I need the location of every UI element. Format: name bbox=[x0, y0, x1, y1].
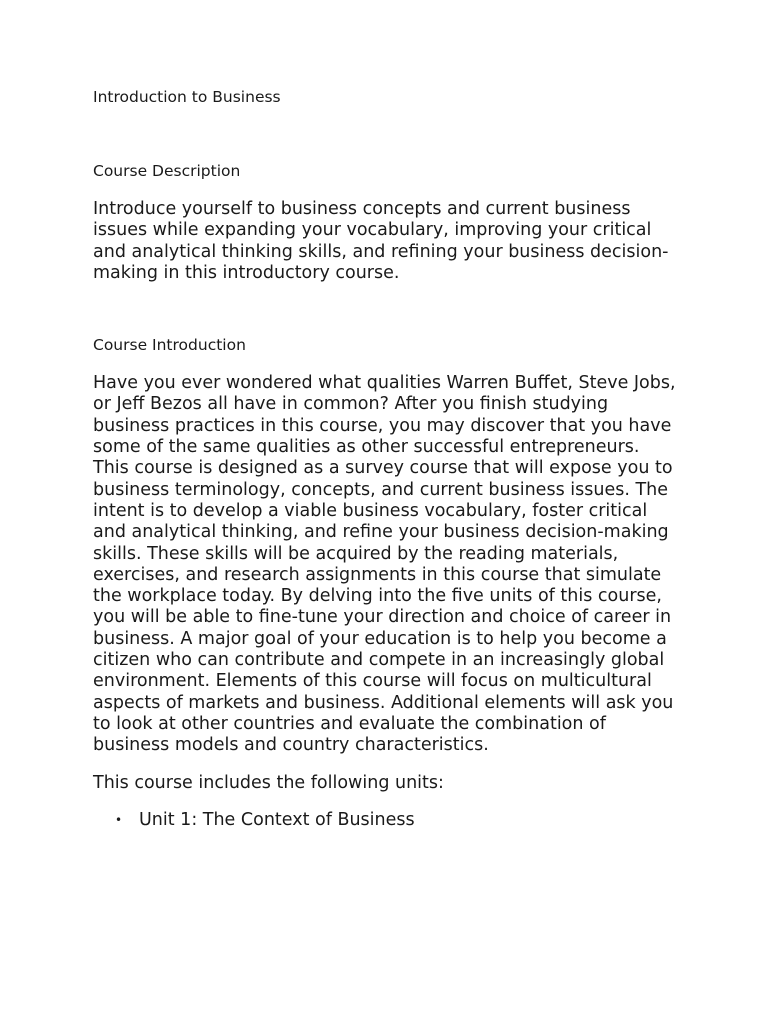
bullet-icon: • bbox=[115, 812, 123, 827]
unit-list-item bbox=[93, 810, 676, 831]
unit-label: Unit 1: The Context of Business bbox=[139, 809, 415, 830]
course-description-text: Introduce yourself to business concepts and current business issues while expanding your vocabulary, improving your critical and analytical thinking skills, and refining your business decision-making in this introductory course. bbox=[93, 199, 669, 283]
units-lead-text: This course includes the following units: bbox=[93, 772, 444, 793]
course-description-heading: Course Description bbox=[93, 162, 241, 180]
course-introduction-heading: Course Introduction bbox=[93, 336, 246, 355]
course-introduction-text: Have you ever wondered what qualities Warren Buffet, Steve Jobs, or Jeff Bezos all have in common? After you finish studying business practices in this course, you may discover that you have some of the same qualities as other successful entrepreneurs. This course is designed as a survey course that will expose you to business terminology, concepts, and current business issues. The intent is to develop a viable business vocabulary, foster critical and analytical thinking, and refine your business decision-making skills. These skills will be acquired by the reading materials, exercises, and research assignments in this course that simulate the workplace today. By delving into the five units of this course, you will be able to fine-tune your direction and choice of career in business. A major goal of your education is to help you become a citizen who can contribute and compete in an increasingly global environment. Elements of this course will focus on multicultural aspects of markets and business. Additional elements will ask you to look at other countries and evaluate the combination of business models and country characteristics. bbox=[93, 373, 676, 756]
unit-list bbox=[93, 810, 676, 831]
document-title: Introduction to Business bbox=[93, 88, 281, 106]
